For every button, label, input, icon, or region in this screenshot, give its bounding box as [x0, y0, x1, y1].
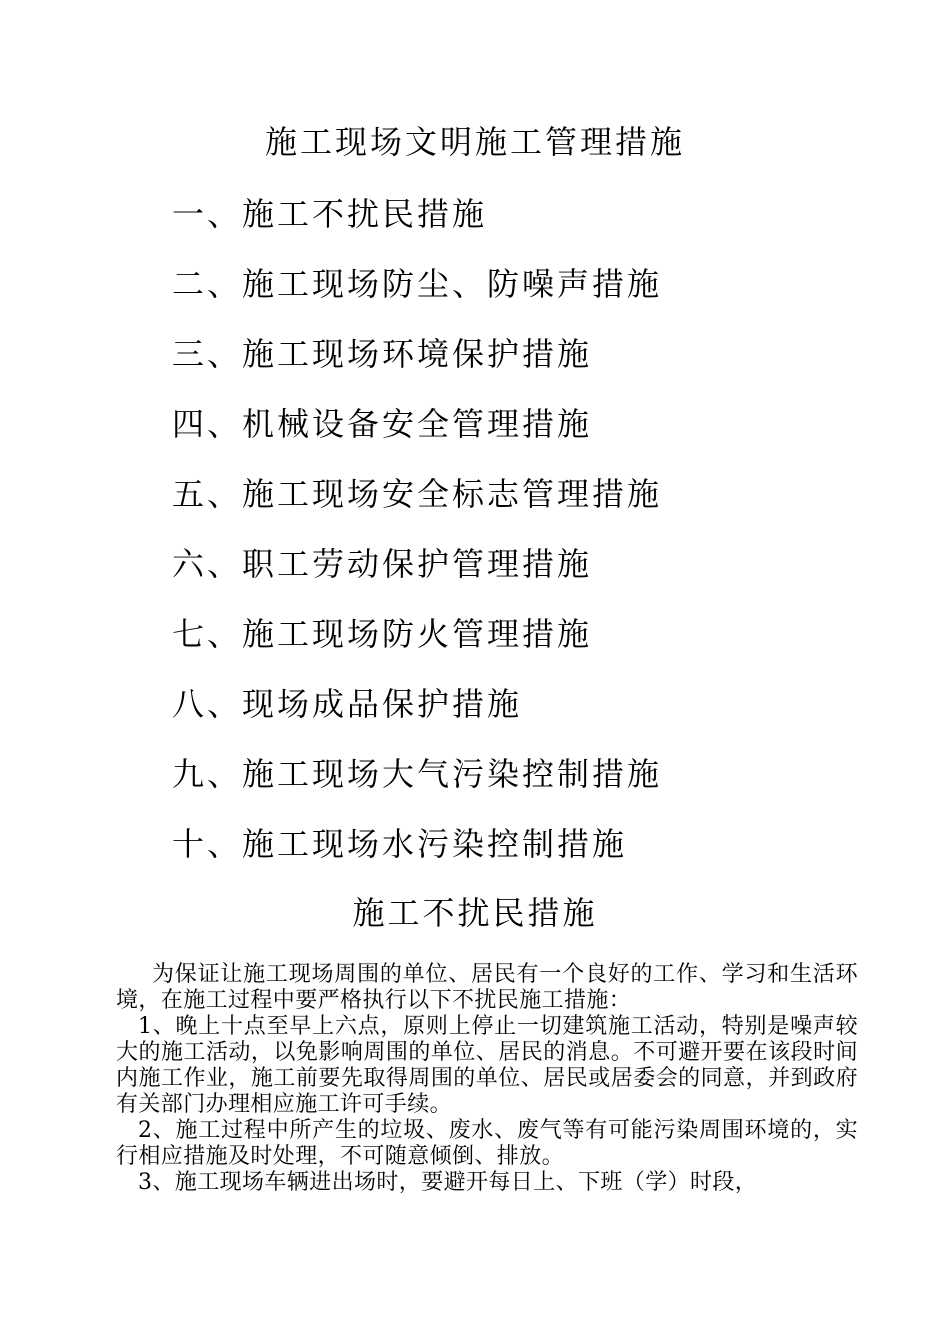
- toc-item: 二、施工现场防尘、防噪声措施: [172, 265, 663, 303]
- toc-item: 十、施工现场水污染控制措施: [172, 825, 628, 863]
- toc-item: 八、现场成品保护措施: [172, 685, 523, 723]
- body-paragraph: 2、施工过程中所产生的垃圾、废水、废气等有可能污染周围环境的，实行相应措施及时处理，不可随意倾倒、排放。: [116, 1118, 858, 1169]
- toc-item: 九、施工现场大气污染控制措施: [172, 755, 663, 793]
- toc-item: 六、职工劳动保护管理措施: [172, 545, 593, 583]
- toc-item: 三、施工现场环境保护措施: [172, 335, 593, 373]
- section-title: 施工不扰民措施: [352, 894, 598, 932]
- toc-item: 七、施工现场防火管理措施: [172, 615, 593, 653]
- toc-item: 四、机械设备安全管理措施: [172, 405, 593, 443]
- table-of-contents: [172, 188, 662, 888]
- section-body: [116, 962, 858, 1196]
- document-title: 施工现场文明施工管理措施: [264, 123, 685, 161]
- intro-paragraph: 为保证让施工现场周围的单位、居民有一个良好的工作、学习和生活环境，在施工过程中要严格执行以下不扰民施工措施：: [116, 962, 858, 1013]
- body-paragraph: 1、晚上十点至早上六点，原则上停止一切建筑施工活动，特别是噪声较大的施工活动，以免影响周围的单位、居民的消息。不可避开要在该段时间内施工作业，施工前要先取得周围的单位、居民或居委会的同意，并到政府有关部门办理相应施工许可手续。: [116, 1014, 858, 1117]
- toc-item: 五、施工现场安全标志管理措施: [172, 475, 663, 513]
- toc-item: 一、施工不扰民措施: [172, 195, 488, 233]
- body-paragraph: 3、施工现场车辆进出场时，要避开每日上、下班（学）时段，: [138, 1170, 758, 1195]
